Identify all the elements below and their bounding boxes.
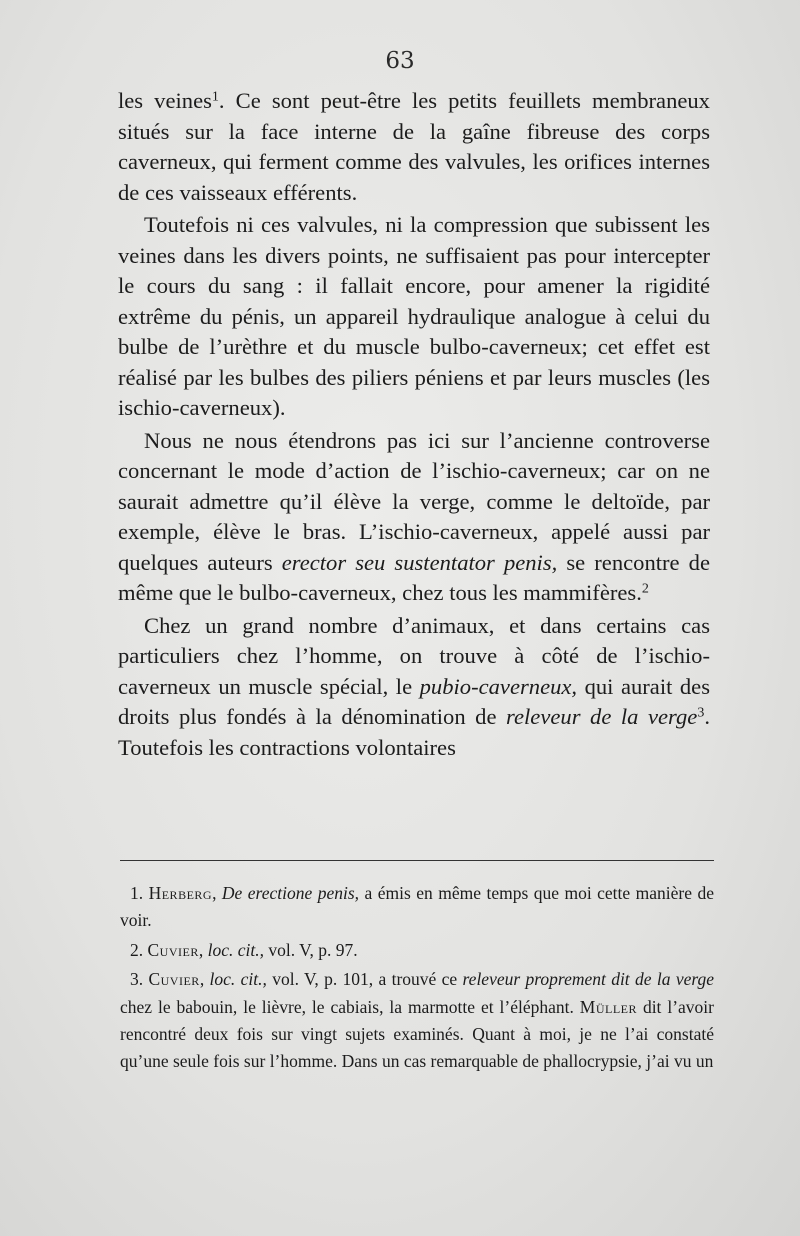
- footnotes: [120, 880, 714, 1078]
- paragraph-1: les veines$^1$. Ce sont peut-être les petits feuillets membraneux situés sur la face interne de la gaîne fibreuse des corps caverneux, qui ferment comme des valvules, les orifices internes de ces vaisseaux efférents.: [118, 88, 710, 205]
- paragraph-4: Chez un grand nombre d’animaux, et dans certains cas particuliers chez l’homme, on trouve à côté de l’ischio-caverneux un muscle spécial, le pubio-caverneux, qui aurait des droits plus fondés à la dénomination de releveur de la verge$^3$. Toutefois les contractions volontaires: [118, 612, 710, 760]
- paragraph-3: Nous ne nous étendrons pas ici sur l’ancienne controverse concernant le mode d’action de l’ischio-caverneux; car on ne saurait admettre qu’il élève la verge, comme le deltoïde, par exemple, élève le bras. L’ischio-caverneux, appelé aussi par quelques auteurs erector seu sustentator penis, se rencontre de même que le bulbo-caverneux, chez tous les mammifères.$^2$: [118, 427, 710, 605]
- footnote-1: 1. Herberg, De erectione penis, a émis en même temps que moi cette manière de voir.: [120, 883, 714, 931]
- paragraph-2: Toutefois ni ces valvules, ni la compression que subissent les veines dans les divers points, ne suffisaient pas pour intercepter le cours du sang : il fallait encore, pour amener la rigidité extrême du pénis, un appareil hydraulique analogue à celui du bulbe de l’urèthre et du muscle bulbo-caverneux; cet effet est réalisé par les bulbes des piliers péniens et par leurs muscles (les ischio-caverneux).: [118, 212, 710, 420]
- footnote-ref-3: 3: [697, 705, 705, 721]
- footnote-2: 2. Cuvier, loc. cit., vol. V, p. 97.: [130, 939, 358, 960]
- page-number: 63: [385, 48, 415, 74]
- footnote-ref-2: 2: [641, 581, 649, 597]
- footnote-3: 3. Cuvier, loc. cit., vol. V, p. 101, a trouvé ce releveur proprement dit de la verge chez le babouin, le lièvre, le cabiais, la marmotte et l’éléphant. Müller dit l’avoir rencontré deux fois sur vingt sujets examinés. Quant à moi, je ne l’ai constaté qu’une seule fois sur l’homme. Dans un cas remarquable de phallocrypsie, j’ai vu un: [120, 969, 715, 1072]
- main-text: [118, 86, 710, 763]
- footnote-ref-1: 1: [211, 89, 219, 105]
- footnote-separator: [120, 860, 714, 861]
